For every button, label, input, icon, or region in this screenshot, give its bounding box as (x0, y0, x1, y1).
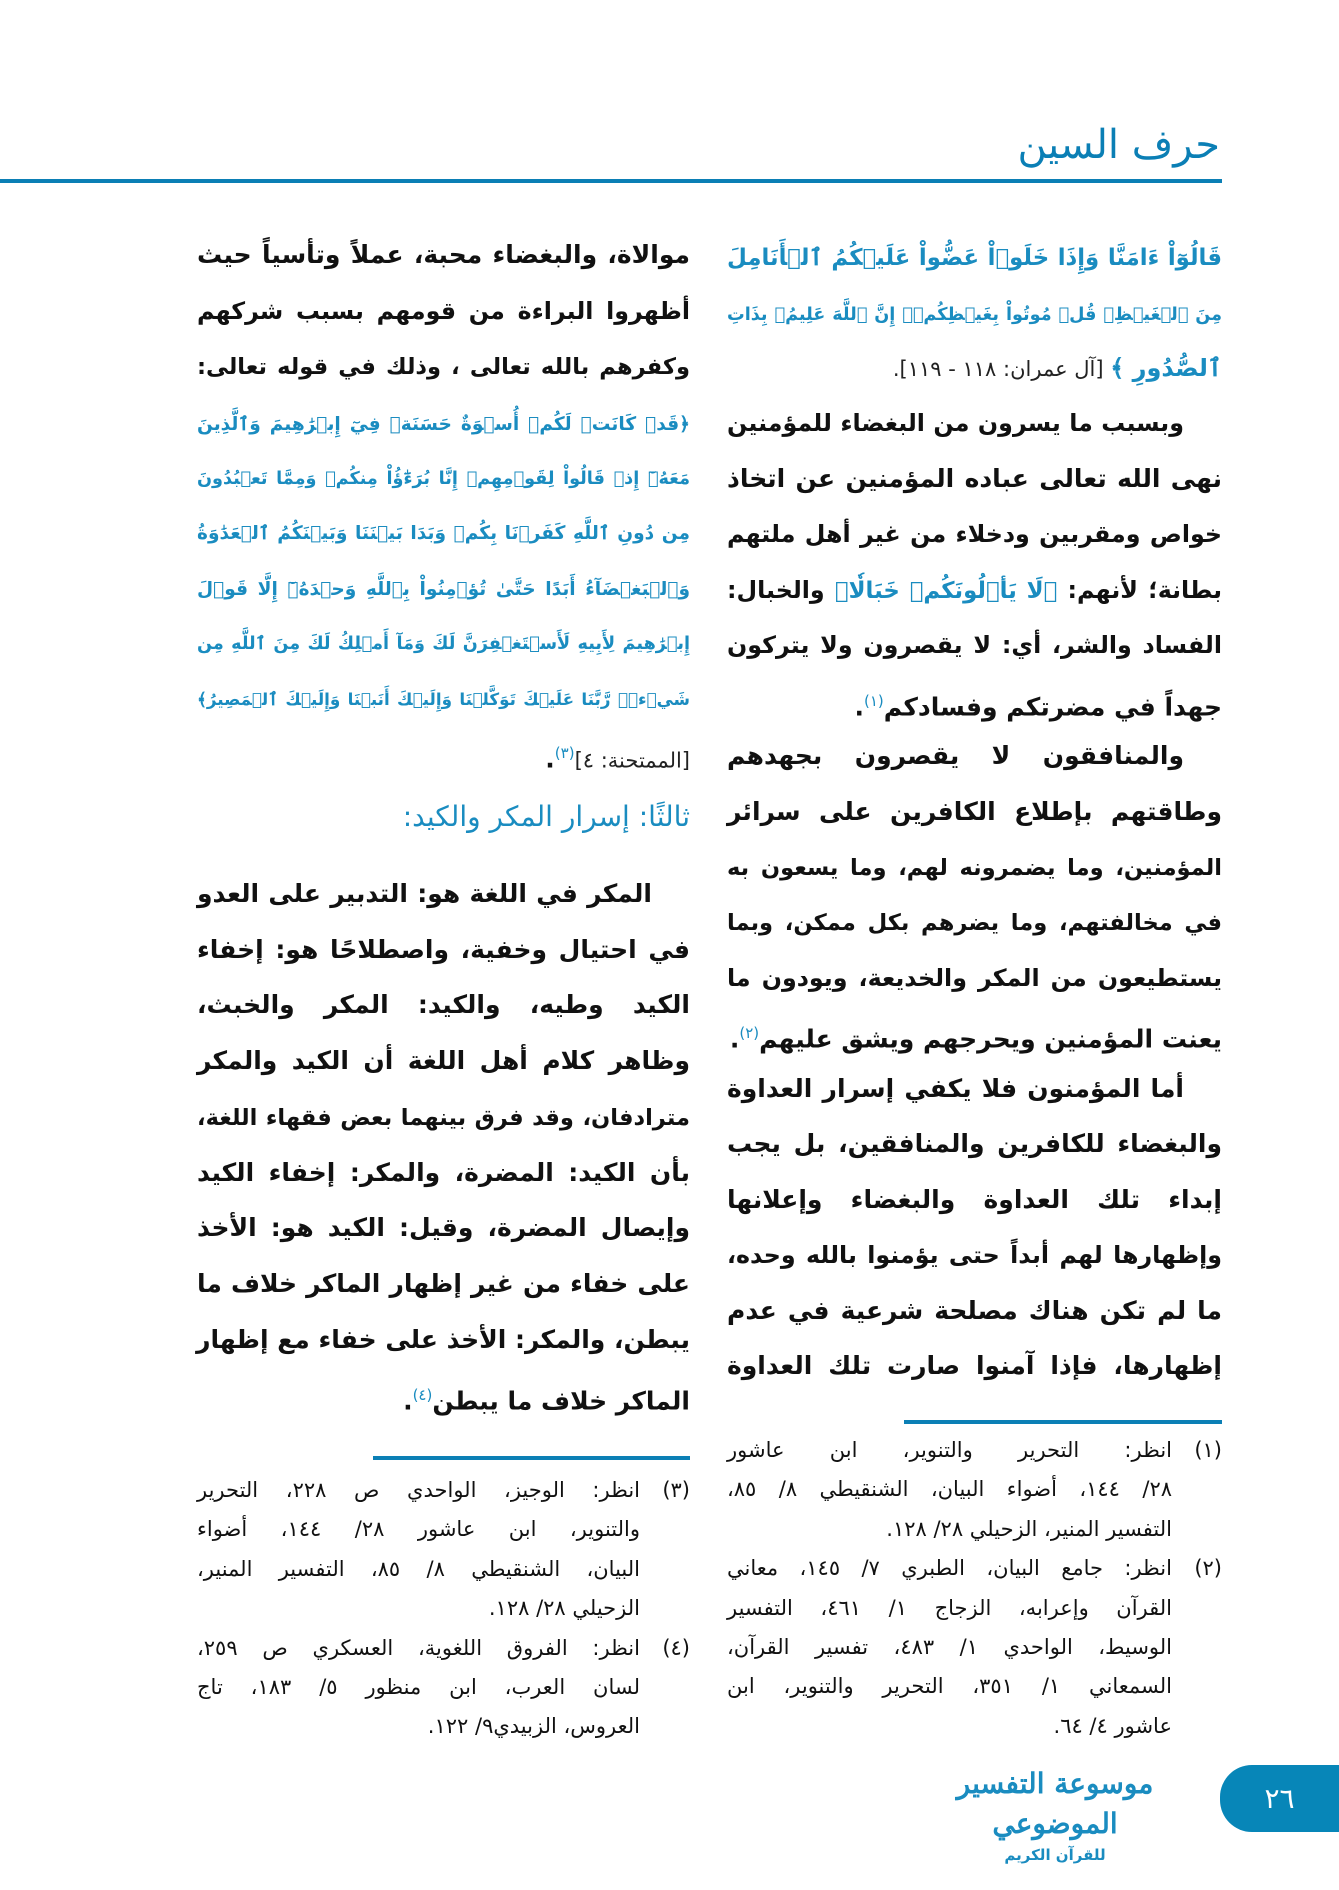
footnote-line: البيان، الشنقيطي ٨/ ٨٥، التفسير المنير، (197, 1556, 640, 1581)
text-line (727, 897, 1222, 947)
text-line (197, 1203, 690, 1253)
text-line (727, 565, 1222, 615)
body-text: جهداً في مضرتكم وفسادكم (883, 691, 1222, 721)
body-text: الفساد والشر، أي: لا يقصرون ولا يتركون (727, 631, 1222, 660)
text-line (197, 616, 690, 666)
text-line (197, 451, 690, 501)
text-line (727, 1175, 1222, 1225)
body-text: أما المؤمنون فلا يكفي إسرار العداوة (727, 1073, 1184, 1103)
quran-verse: مِنَ ٱلۡغَيۡظِۚ قُلۡ مُوتُواْ بِغَيۡظِكُمۡۗ إِنَّ ٱللَّهَ عَلِيمُۢ بِذَاتِ (727, 305, 1222, 326)
body-text: . (854, 691, 864, 721)
body-text: المؤمنين، وما يضمرونه لهم، وما يسعون به (727, 854, 1222, 881)
text-line (727, 842, 1222, 892)
body-text: بأن الكيد: المضرة، والمكر: إخفاء الكيد (197, 1157, 690, 1187)
body-text: على خفاء من غير إظهار الماكر خلاف ما (197, 1268, 690, 1298)
quran-verse: وَٱلۡبَغۡضَآءُ أَبَدًا حَتَّىٰ تُؤۡمِنُواْ بِٱللَّهِ وَحۡدَهُۥٓ إِلَّا قَوۡلَ (197, 579, 690, 600)
body-text: والبغضاء للكافرين والمنافقين، بل يجب (727, 1129, 1222, 1159)
body-text: . (403, 1386, 413, 1416)
text-line (727, 1341, 1222, 1391)
text-line (727, 1286, 1222, 1336)
body-text: مترادفان، وقد فرق بينهما بعض فقهاء اللغة، (197, 1104, 690, 1131)
footnote-line: انظر: الفروق اللغوية، العسكري ص ٢٥٩، (197, 1635, 640, 1660)
text-line (727, 1119, 1222, 1169)
text-line (197, 562, 690, 612)
body-text: موالاة، والبغضاء محبة، عملاً وتأسياً حيث (197, 240, 690, 269)
text-line (727, 1230, 1222, 1280)
text-line (727, 509, 1222, 559)
text-line (197, 397, 690, 447)
page-number: ٢٦ (1220, 1765, 1339, 1832)
text-line (727, 398, 1222, 448)
text-line (197, 1315, 690, 1365)
footnote-marker[interactable]: (٣) (554, 744, 575, 762)
text-line (197, 1148, 690, 1198)
text-line (727, 676, 1222, 726)
footnote-line: انظر: جامع البيان، الطبري ٧/ ١٤٥، معاني (727, 1556, 1172, 1581)
footnote-marker[interactable]: (٤) (412, 1386, 433, 1405)
text-line (197, 1259, 690, 1309)
footnote-separator-left (373, 1456, 690, 1460)
body-text: وإظهارها لهم أبداً حتى يؤمنوا بالله وحده، (727, 1241, 1222, 1270)
footnote-line: ٢٨/ ١٤٤، أضواء البيان، الشنقيطي ٨/ ٨٥، (727, 1477, 1172, 1502)
text-line (197, 286, 690, 336)
quran-verse: ٱلصُّدُورِ ﴾ (1110, 353, 1222, 382)
footnote-marker[interactable]: (١) (864, 691, 884, 710)
text-line (197, 1092, 690, 1142)
quran-verse: إِبۡرَٰهِيمَ لِأَبِيهِ لَأَسۡتَغۡفِرَنَّ لَكَ وَمَآ أَمۡلِكُ لَكَ مِنَ ٱللَّهِ مِن (197, 634, 690, 654)
text-line (727, 731, 1222, 781)
text-line (727, 1008, 1222, 1058)
logo-subtitle: للقرآن الكريم (1004, 1846, 1106, 1864)
footnote-marker[interactable]: (٢) (739, 1024, 760, 1043)
body-text: إظهارها، فإذا آمنوا صارت تلك العداوة (727, 1351, 1222, 1380)
text-line (197, 728, 690, 778)
text-line (197, 925, 690, 975)
body-text: بطانة؛ لأنهم: (1057, 575, 1222, 604)
text-line (197, 1370, 690, 1420)
text-line (197, 506, 690, 556)
body-text: الكيد وطيه، والكيد: المكر والخبث، (197, 990, 690, 1020)
footnote-line: والتنوير، ابن عاشور ٢٨/ ١٤٤، أضواء (197, 1517, 640, 1542)
footnote-line: التفسير المنير، الزحيلي ٢٨/ ١٢٨. (886, 1516, 1172, 1541)
body-text: وكفرهم بالله تعالى ، وذلك في قوله تعالى: (197, 354, 690, 380)
footnote-line: انظر: الوجيز، الواحدي ص ٢٢٨، التحرير (197, 1478, 640, 1502)
text-line (727, 454, 1222, 504)
text-line (727, 287, 1222, 337)
text-line (197, 341, 690, 391)
header-rule (0, 179, 1222, 183)
body-text: ما لم تكن هناك مصلحة شرعية في عدم (727, 1295, 1222, 1325)
body-text: يعنت المؤمنين ويحرجهم ويشق عليهم (759, 1024, 1222, 1054)
text-line (727, 953, 1222, 1003)
text-line (727, 1064, 1222, 1114)
body-text: إبداء تلك العداوة والبغضاء وإعلانها (727, 1184, 1222, 1214)
body-text: يستطيعون من المكر والخديعة، ويودون ما (727, 963, 1222, 992)
encyclopedia-logo (930, 1764, 1180, 1864)
section-heading: ثالثًا: إسرار المكر والكيد: (402, 800, 690, 833)
footnote-line: القرآن وإعرابه، الزجاج ١/ ٤٦١، التفسير (727, 1595, 1172, 1620)
footnote-line: لسان العرب، ابن منظور ٥/ ١٨٣، تاج (197, 1675, 640, 1699)
quran-verse: قَالُوٓاْ ءَامَنَّا وَإِذَا خَلَوۡاْ عَضُّواْ عَلَيۡكُمُ ٱلۡأَنَامِلَ (727, 245, 1222, 271)
text-line (197, 230, 690, 280)
quran-verse: ﴿قَدۡ كَانَتۡ لَكُمۡ أُسۡوَةٌ حَسَنَةٞ فِيٓ إِبۡرَٰهِيمَ وَٱلَّذِينَ (197, 414, 690, 435)
footnote-line: انظر: التحرير والتنوير، ابن عاشور (727, 1438, 1172, 1462)
footnote-separator-right (904, 1420, 1222, 1424)
chapter-title: حرف السين (1017, 122, 1220, 168)
text-line (727, 343, 1222, 393)
footnote-line: الزحيلي ٢٨/ ١٢٨. (488, 1596, 640, 1621)
text-line (197, 980, 690, 1030)
footnote-number: (٢) (1194, 1556, 1222, 1581)
body-text: في احتيال وخفية، واصطلاحًا هو: إخفاء (197, 934, 690, 964)
body-text: نهى الله تعالى عباده المؤمنين عن اتخاذ (727, 463, 1222, 493)
quran-verse: ﴿لَا يَأۡلُونَكُمۡ خَبَالٗا﴾ (834, 577, 1058, 604)
text-line (727, 232, 1222, 282)
text-line (197, 1036, 690, 1086)
footnote-line: السمعاني ١/ ٣٥١، التحرير والتنوير، ابن (727, 1674, 1172, 1699)
verse-reference: [الممتحنة: ٤] (574, 748, 690, 773)
footnote-line: عاشور ٤/ ٦٤. (1053, 1713, 1172, 1738)
body-text: وظاهر كلام أهل اللغة أن الكيد والمكر (197, 1046, 690, 1076)
text-line (727, 787, 1222, 837)
text-line (197, 672, 690, 722)
body-text: وبسبب ما يسرون من البغضاء للمؤمنين (727, 409, 1184, 438)
body-text: في مخالفتهم، وما يضرهم بكل ممكن، وبما (727, 910, 1222, 937)
text-line (197, 869, 690, 919)
logo-title: موسوعة التفسير الموضوعي (956, 1767, 1154, 1840)
body-text: والخبال: (727, 575, 835, 604)
footnote-line: الوسيط، الواحدي ١/ ٤٨٣، تفسير القرآن، (727, 1635, 1172, 1659)
verse-reference: [آل عمران: ١١٨ - ١١٩]. (892, 356, 1111, 381)
quran-verse: مِن دُونِ ٱللَّهِ كَفَرۡنَا بِكُمۡ وَبَدَا بَيۡنَنَا وَبَيۡنَكُمُ ٱلۡعَدَٰوَةُ (197, 523, 690, 544)
footnote-number: (٣) (662, 1478, 690, 1502)
body-text: الماكر خلاف ما يبطن (432, 1386, 690, 1416)
footnote-number: (١) (1194, 1438, 1222, 1462)
body-text: . (729, 1024, 740, 1054)
body-text: خواص ومقربين ودخلاء من غير أهل ملتهم (727, 520, 1222, 549)
footnote-line: العروس، الزبيدي٩/ ١٢٢. (427, 1714, 640, 1739)
footnote-number: (٤) (662, 1635, 690, 1660)
body-text: وطاقتهم بإطلاع الكافرين على سرائر (727, 796, 1222, 826)
body-text: أظهروا البراءة من قومهم بسبب شركهم (197, 297, 690, 325)
body-text: . (545, 744, 555, 774)
quran-verse: مَعَهُۥٓ إِذۡ قَالُواْ لِقَوۡمِهِمۡ إِنَّا بُرَءَٰٓؤُاْ مِنكُمۡ وَمِمَّا تَعۡبُدُونَ (197, 469, 690, 489)
body-text: يبطن، والمكر: الأخذ على خفاء مع إظهار (196, 1324, 690, 1354)
body-text: والمنافقون لا يقصرون بجهدهم (727, 741, 1184, 771)
body-text: المكر في اللغة هو: التدبير على العدو (197, 879, 652, 908)
body-text: وإيصال المضرة، وقيل: الكيد هو: الأخذ (197, 1213, 690, 1243)
text-line (727, 620, 1222, 670)
quran-verse: شَيۡءٖۖ رَّبَّنَا عَلَيۡكَ تَوَكَّلۡنَا وَإِلَيۡكَ أَنَبۡنَا وَإِلَيۡكَ ٱلۡمَصِيرُ﴾ (197, 689, 690, 709)
